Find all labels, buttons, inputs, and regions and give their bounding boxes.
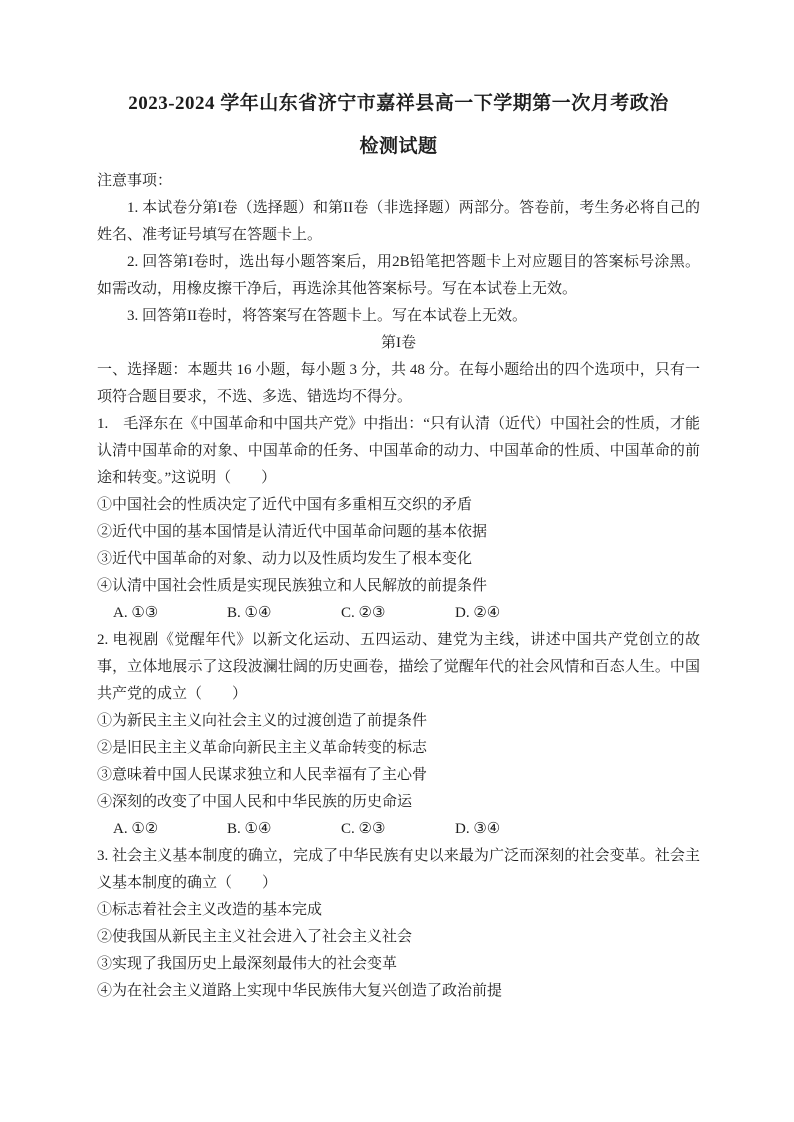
question-3-option-4: ④为在社会主义道路上实现中华民族伟大复兴创造了政治前提 [97,983,503,999]
notice-item-3: 3. 回答第II卷时，将答案写在答题卡上。写在本试卷上无效。 [127,308,527,324]
document-title-line1: 2023-2024 学年山东省济宁市嘉祥县高一下学期第一次月考政治 [128,93,669,114]
question-1-option-1: ①中国社会的性质决定了近代中国有多重相互交织的矛盾 [97,497,473,513]
question-1-choice-c: C. ②③ [341,605,386,621]
question-1-choices [97,600,700,627]
page-content [97,0,700,1005]
question-1-choice-a: A. ①③ [113,605,159,621]
question-2-option-4: ④深刻的改变了中国人民和中华民族的历史命运 [97,794,413,810]
question-2-option-1: ①为新民主主义向社会主义的过渡创造了前提条件 [97,713,428,729]
section-intro: 一、选择题：本题共 16 小题，每小题 3 分，共 48 分。在每小题给出的四个选项中，只有一项符合题目要求，不选、多选、错选均不得分。 [97,362,700,405]
question-1-stem: 1. 毛泽东在《中国革命和中国共产党》中指出：“只有认清（近代）中国社会的性质，才能认清中国革命的对象、中国革命的任务、中国革命的动力、中国革命的性质、中国革命的前途和转变。”这说明（ ） [97,416,700,486]
question-1-option-2: ②近代中国的基本国情是认清近代中国革命问题的基本依据 [97,524,488,540]
question-2-choice-d: D. ③④ [455,821,501,837]
question-2-choice-a: A. ①② [113,821,159,837]
question-1-choice-b: B. ①④ [227,605,272,621]
notice-item-2: 2. 回答第I卷时，选出每小题答案后，用2B铅笔把答题卡上对应题目的答案标号涂黑。如需改动，用橡皮擦干净后，再选涂其他答案标号。写在本试卷上无效。 [97,254,700,297]
notice-heading: 注意事项： [97,173,173,189]
document-title [97,82,700,168]
question-2 [97,627,700,843]
question-2-stem: 2. 电视剧《觉醒年代》以新文化运动、五四运动、建党为主线，讲述中国共产党创立的故事，立体地展示了这段波澜壮阔的历史画卷，描绘了觉醒年代的社会风情和百态人生。中国共产党的成立（ ） [97,632,700,702]
question-2-choices [97,816,700,843]
notice-item-1: 1. 本试卷分第I卷（选择题）和第II卷（非选择题）两部分。答卷前，考生务必将自己的姓名、准考证号填写在答题卡上。 [97,200,700,243]
document-title-line2: 检测试题 [359,136,438,157]
question-2-option-2: ②是旧民主主义革命向新民主主义革命转变的标志 [97,740,428,756]
question-1-choice-d: D. ②④ [455,605,501,621]
section-header: 第I卷 [381,335,416,351]
question-1 [97,411,700,627]
question-2-choice-b: B. ①④ [227,821,272,837]
question-3-option-2: ②使我国从新民主主义社会进入了社会主义社会 [97,929,413,945]
question-3-stem: 3. 社会主义基本制度的确立，完成了中华民族有史以来最为广泛而深刻的社会变革。社会主义基本制度的确立（ ） [97,848,700,891]
question-2-choice-c: C. ②③ [341,821,386,837]
question-2-option-3: ③意味着中国人民谋求独立和人民幸福有了主心骨 [97,767,428,783]
question-1-option-4: ④认清中国社会性质是实现民族独立和人民解放的前提条件 [97,578,488,594]
document-body [97,168,700,1005]
question-1-option-3: ③近代中国革命的对象、动力以及性质均发生了根本变化 [97,551,473,567]
question-3 [97,843,700,1005]
question-3-option-1: ①标志着社会主义改造的基本完成 [97,902,323,918]
question-3-option-3: ③实现了我国历史上最深刻最伟大的社会变革 [97,956,398,972]
